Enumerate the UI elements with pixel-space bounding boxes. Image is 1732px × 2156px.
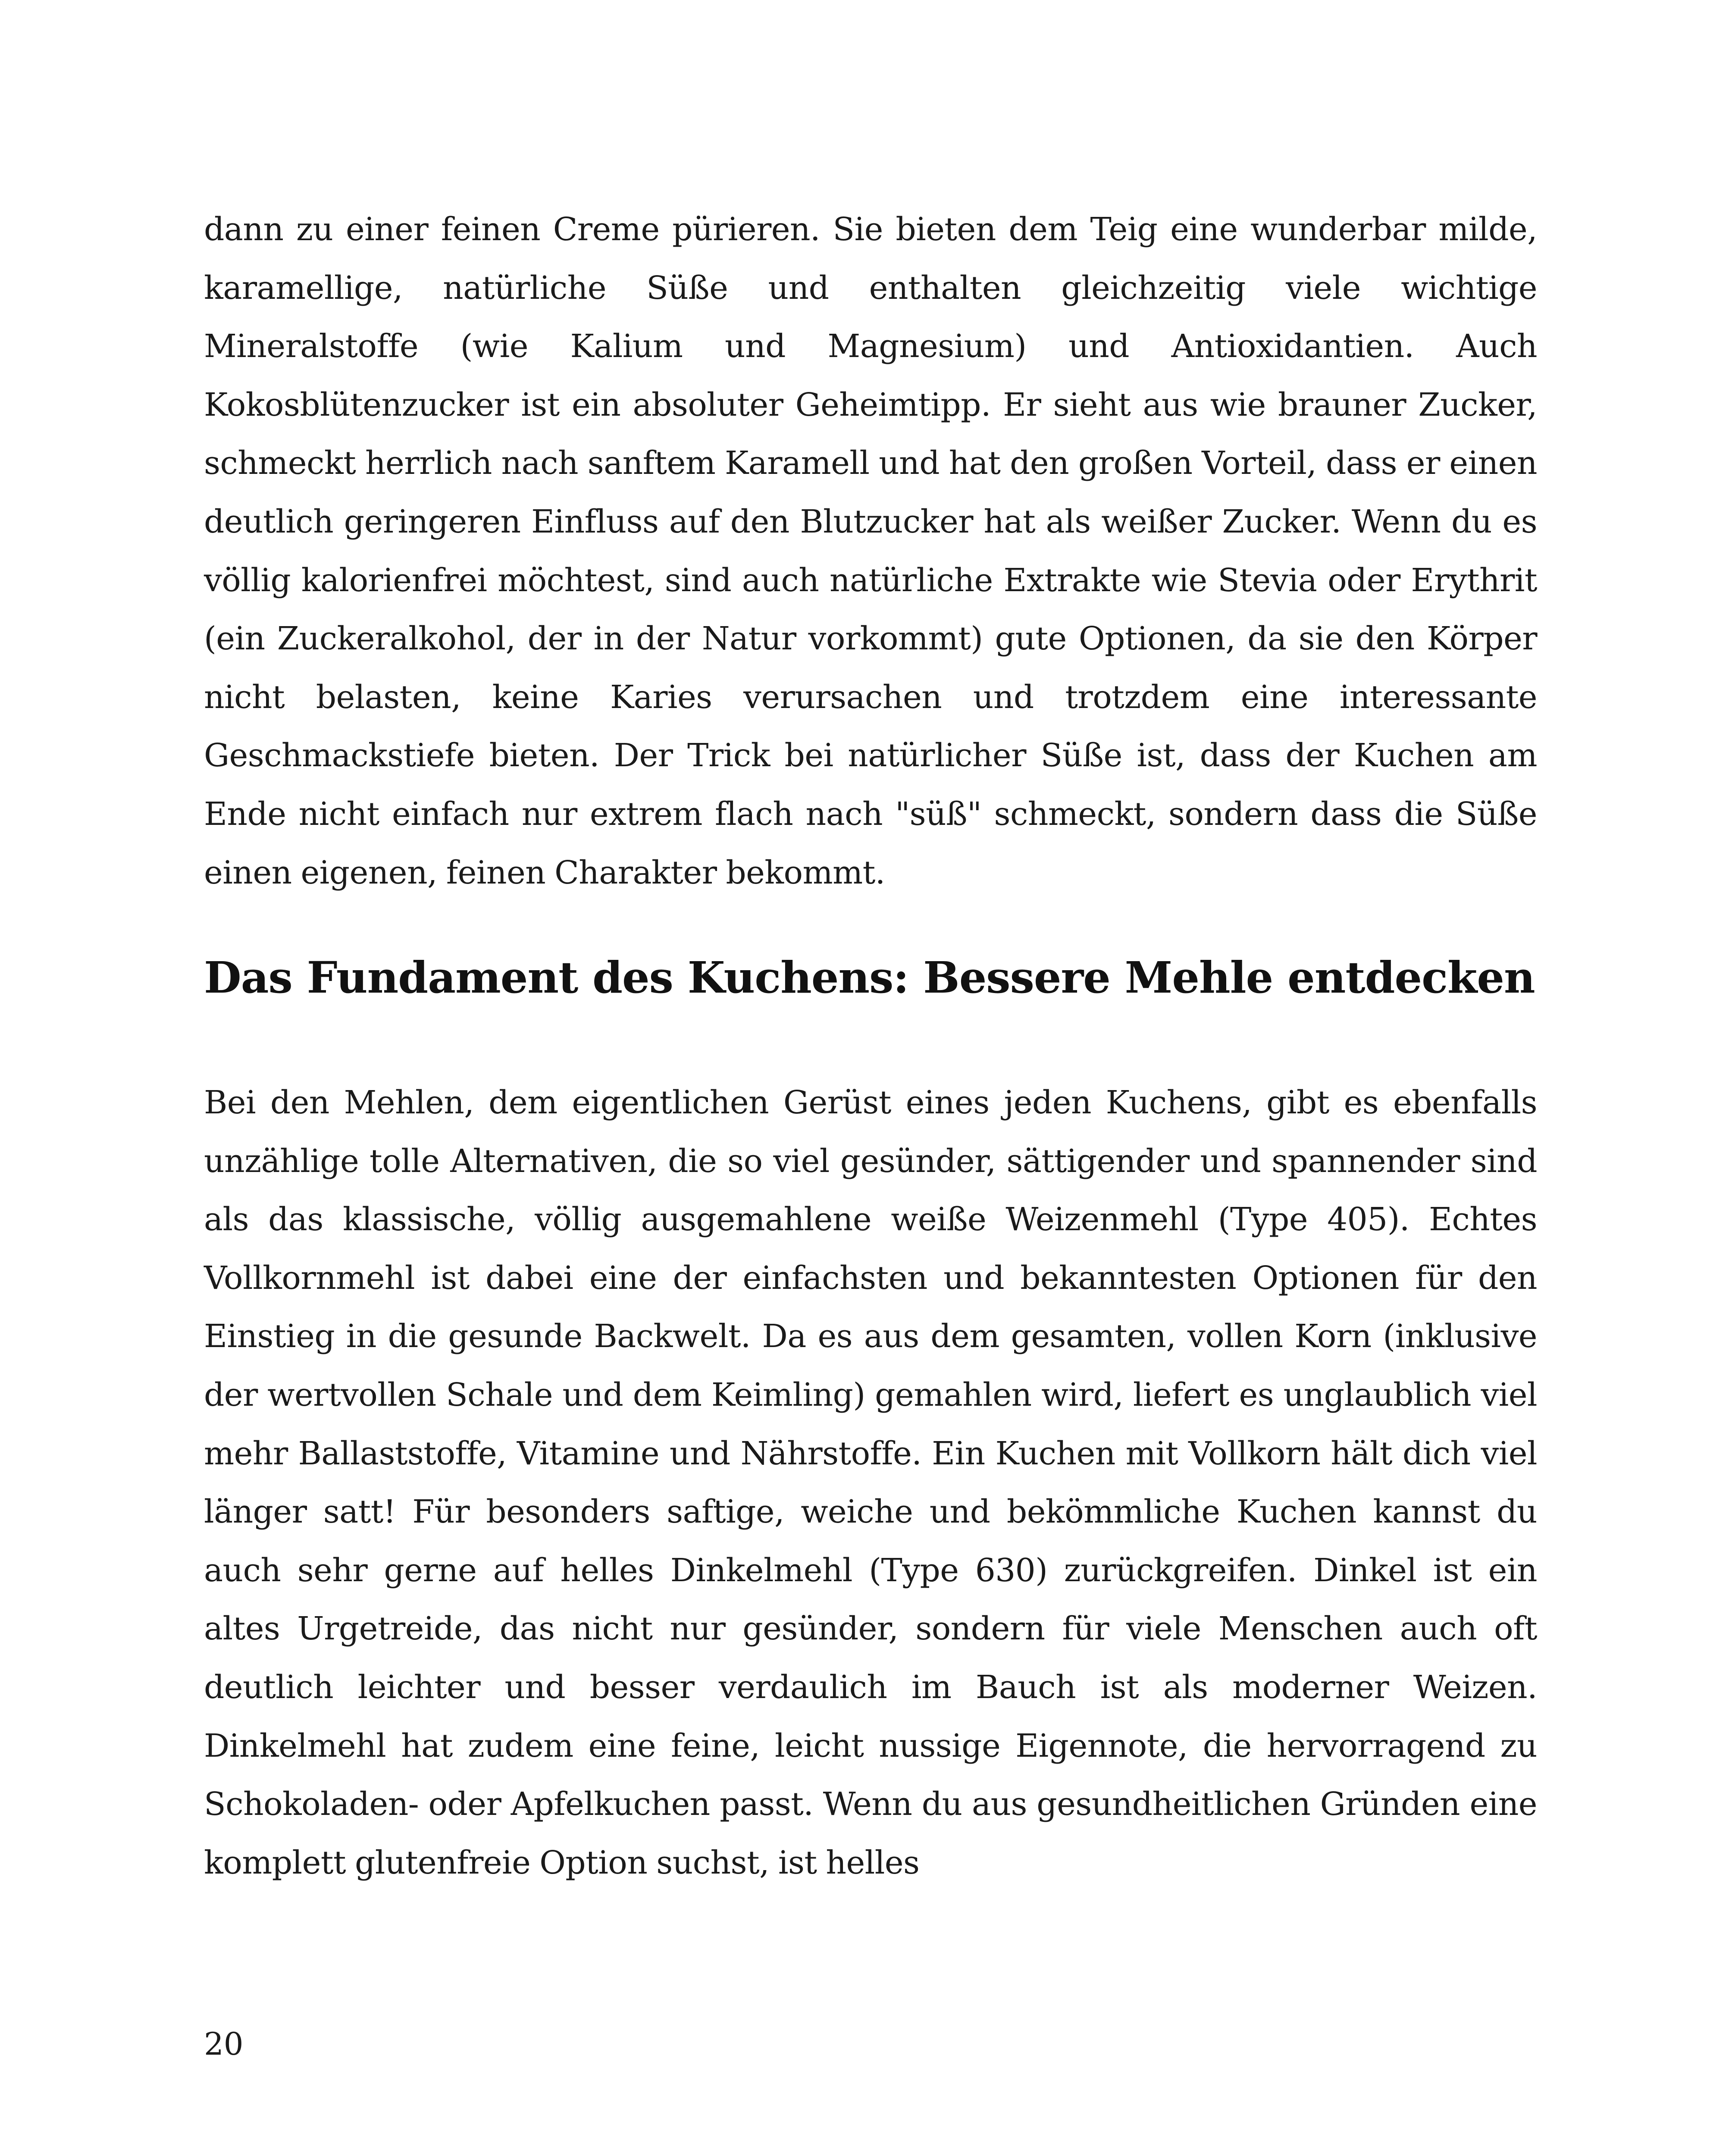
body-paragraph: Bei den Mehlen, dem eigentlichen Gerüst eines jeden Kuchens, gibt es ebenfalls unzählige tolle Alternativen, die so viel gesünder, sättigender und spannender sind als das klassische, völlig ausgemahlene weiße Weizenmehl (Type 405). Echtes Vollkornmehl ist dabei eine der einfachsten und bekanntesten Optionen für den Einstieg in die gesunde Backwelt. Da es aus dem gesamten, vollen Korn (inklusive der wertvollen Schale und dem Keimling) gemahlen wird, liefert es unglaublich viel mehr Ballaststoffe, Vitamine und Nährstoffe. Ein Kuchen mit Vollkorn hält dich viel länger satt! Für besonders saftige, weiche und bekömmliche Kuchen kannst du auch sehr gerne auf helles Dinkelmehl (Type 630) zurückgreifen. Dinkel ist ein altes Urgetreide, das nicht nur gesünder, sondern für viele Menschen auch oft deutlich leichter und besser verdaulich im Bauch ist als moderner Weizen. Dinkelmehl hat zudem eine feine, leicht nussige Eigennote, die hervorragend zu Schokoladen- oder Apfelkuchen passt. Wenn du aus gesundheitlichen Gründen eine komplett glutenfreie Option suchst, ist helles [204, 1084, 1537, 1881]
page-number: 20 [204, 2026, 244, 2062]
body-paragraph: dann zu einer feinen Creme pürieren. Sie bieten dem Teig eine wunderbar milde, karamellige, natürliche Süße und enthalten gleichzeitig viele wichtige Mineralstoffe (wie Kalium und Magnesium) und Antioxidantien. Auch Kokosblütenzucker ist ein absoluter Geheimtipp. Er sieht aus wie brauner Zucker, schmeckt herrlich nach sanftem Karamell und hat den großen Vorteil, dass er einen deutlich geringeren Einfluss auf den Blutzucker hat als weißer Zucker. Wenn du es völlig kalorienfrei möchtest, sind auch natürliche Extrakte wie Stevia oder Erythrit (ein Zuckeralkohol, der in der Natur vorkommt) gute Optionen, da sie den Körper nicht belasten, keine Karies verursachen und trotzdem eine interessante Geschmackstiefe bieten. Der Trick bei natürlicher Süße ist, dass der Kuchen am Ende nicht einfach nur extrem flach nach "süß" schmeckt, sondern dass die Süße einen eigenen, feinen Charakter bekommt. [204, 211, 1537, 891]
section-heading: Das Fundament des Kuchens: Bessere Mehle entdecken [204, 952, 1535, 1003]
